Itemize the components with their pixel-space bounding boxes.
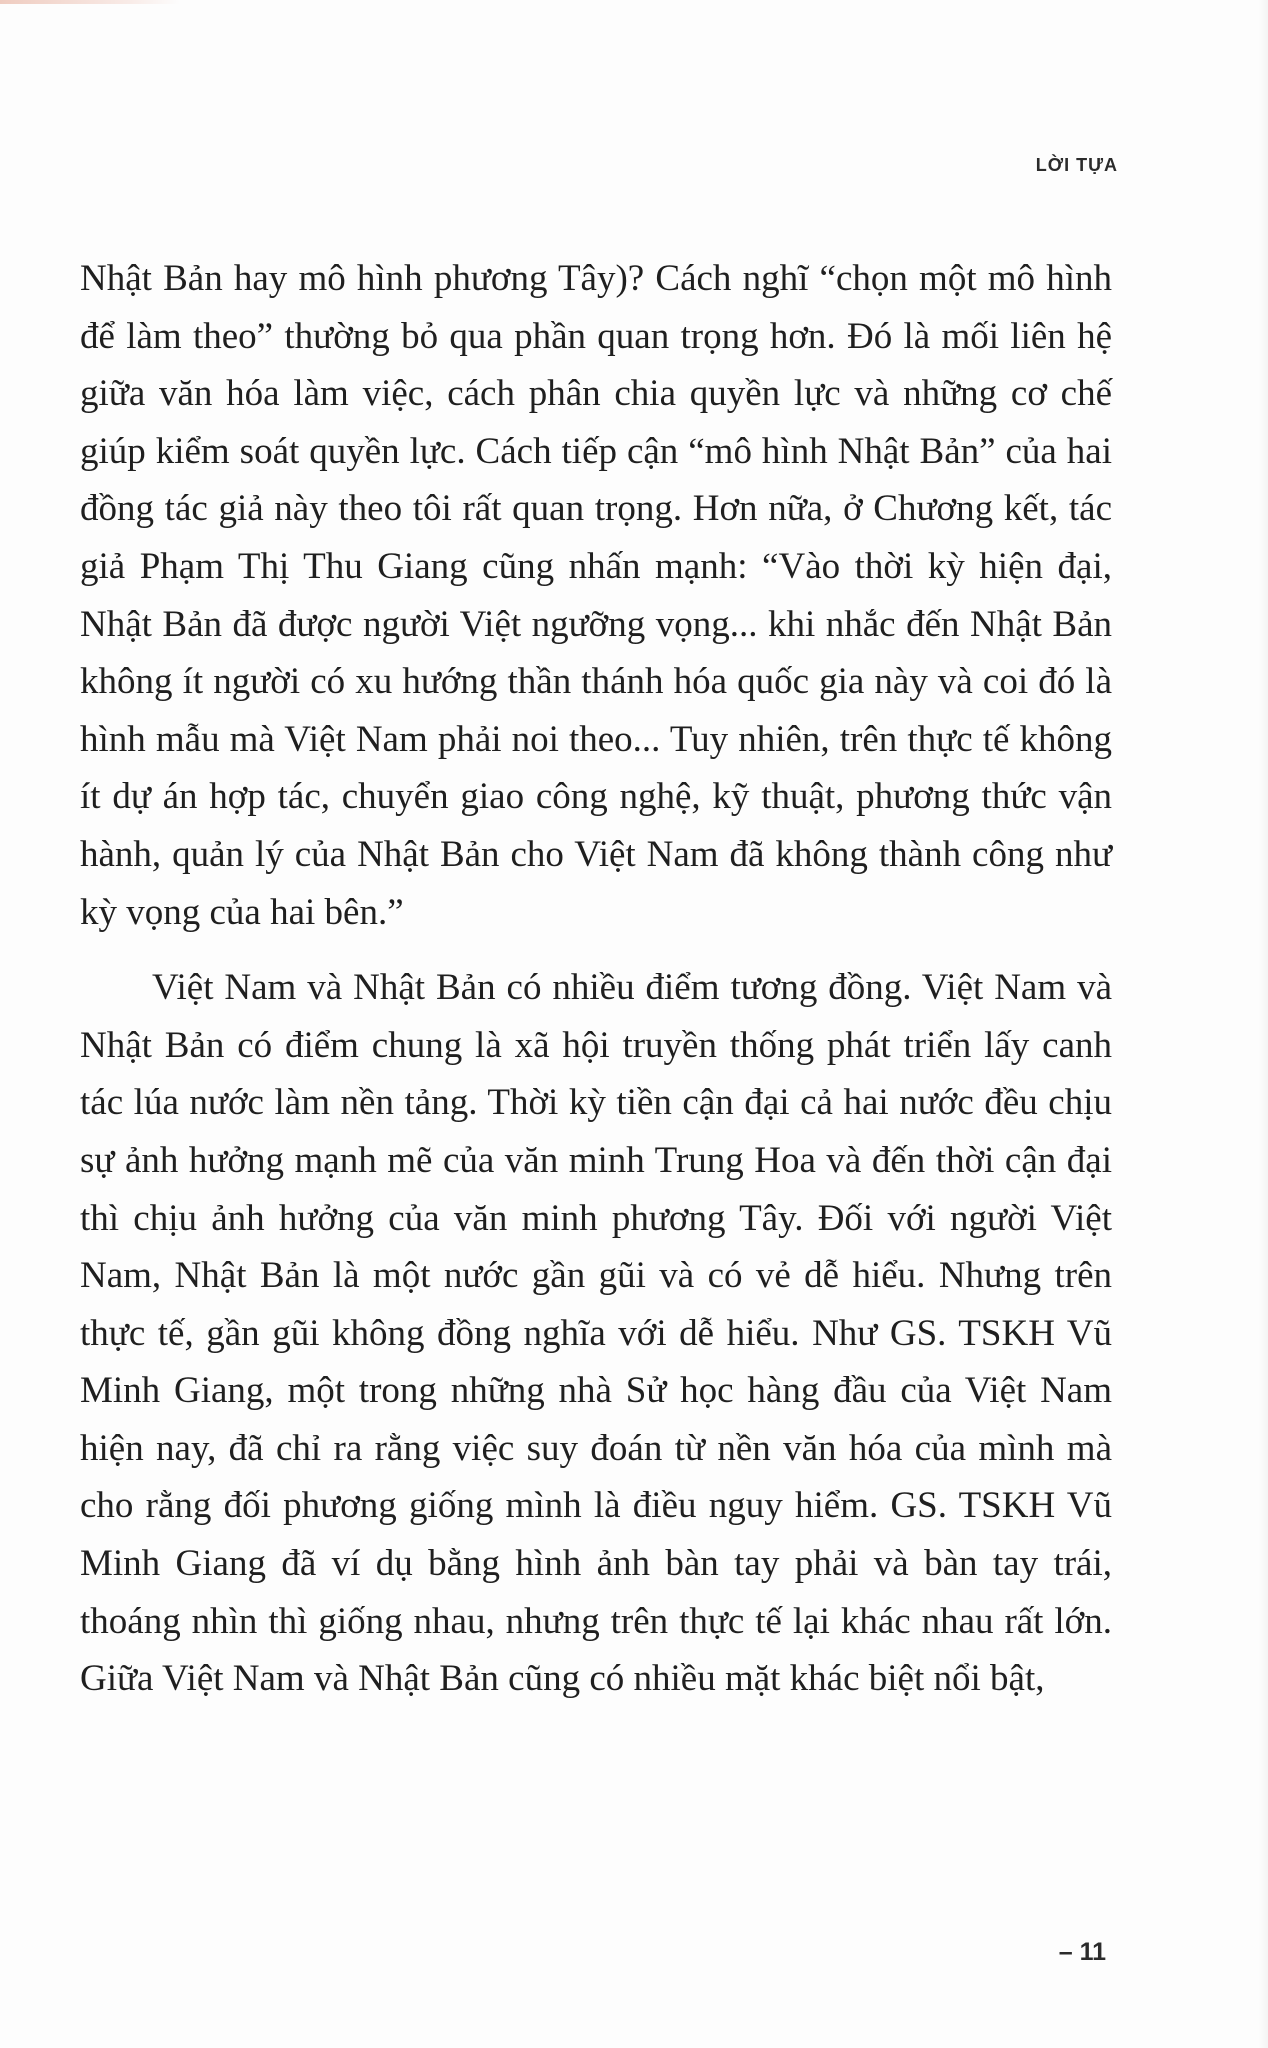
paragraph-1: Nhật Bản hay mô hình phương Tây)? Cách nghĩ “chọn một mô hình để làm theo” thường bỏ qua phần quan trọng hơn. Đó là mối liên hệ giữa văn hóa làm việc, cách phân chia quyền lực và những cơ chế giúp kiểm soát quyền lực. Cách tiếp cận “mô hình Nhật Bản” của hai đồng tác giả này theo tôi rất quan trọng. Hơn nữa, ở Chương kết, tác giả Phạm Thị Thu Giang cũng nhấn mạnh: “Vào thời kỳ hiện đại, Nhật Bản đã được người Việt ngưỡng vọng... khi nhắc đến Nhật Bản không ít người có xu hướng thần thánh hóa quốc gia này và coi đó là hình mẫu mà Việt Nam phải noi theo... Tuy nhiên, trên thực tế không ít dự án hợp tác, chuyển giao công nghệ, kỹ thuật, phương thức vận hành, quản lý của Nhật Bản cho Việt Nam đã không thành công như kỳ vọng của hai bên.” — [80, 258, 1112, 933]
page-number: – 11 — [1058, 1938, 1106, 1966]
page-edge-shadow — [1258, 0, 1268, 2048]
running-head: LỜI TỰA — [1035, 155, 1118, 175]
scan-edge-mark — [0, 0, 180, 4]
body-text — [80, 250, 1112, 1708]
paragraph-2: Việt Nam và Nhật Bản có nhiều điểm tương đồng. Việt Nam và Nhật Bản có điểm chung là xã hội truyền thống phát triển lấy canh tác lúa nước làm nền tảng. Thời kỳ tiền cận đại cả hai nước đều chịu sự ảnh hưởng mạnh mẽ của văn minh Trung Hoa và đến thời cận đại thì chịu ảnh hưởng của văn minh phương Tây. Đối với người Việt Nam, Nhật Bản là một nước gần gũi và có vẻ dễ hiểu. Nhưng trên thực tế, gần gũi không đồng nghĩa với dễ hiểu. Như GS. TSKH Vũ Minh Giang, một trong những nhà Sử học hàng đầu của Việt Nam hiện nay, đã chỉ ra rằng việc suy đoán từ nền văn hóa của mình mà cho rằng đối phương giống mình là điều nguy hiểm. GS. TSKH Vũ Minh Giang đã ví dụ bằng hình ảnh bàn tay phải và bàn tay trái, thoáng nhìn thì giống nhau, nhưng trên thực tế lại khác nhau rất lớn. Giữa Việt Nam và Nhật Bản cũng có nhiều mặt khác biệt nổi bật, — [80, 967, 1112, 1700]
